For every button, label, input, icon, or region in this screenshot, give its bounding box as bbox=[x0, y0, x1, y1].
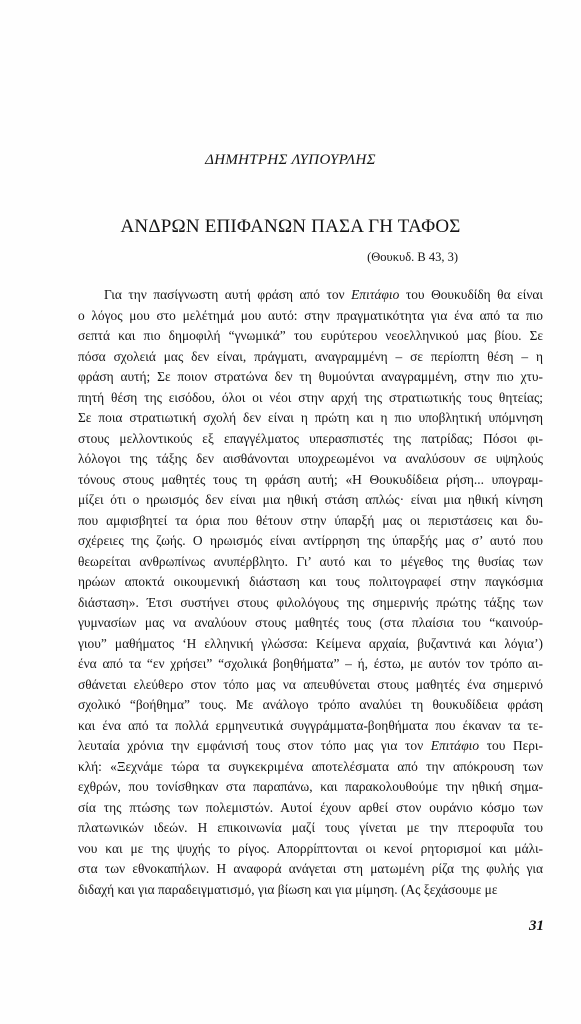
page-number: 31 bbox=[529, 918, 544, 934]
body-line: και ένα από τα πολλά ερμηνευτικά συγγράμματα-βοηθήματα που έκαναν τα τε- bbox=[78, 717, 543, 733]
body-line: σθάνεται ελεύθερο στον τόπο μας να απευθύνεται στους μαθητές ένα σημερινό bbox=[78, 676, 543, 692]
body-line: θεωρείται ανθρωπίνως ανυπέρβλητο. Γι’ αυτό και το μέγεθος της θυσίας των bbox=[78, 553, 543, 569]
body-line: που αμφισβητεί τα όρια που θέτουν στην ύπαρξή μας οι περιστάσεις και δυ- bbox=[78, 512, 543, 528]
body-line: νου και με της ψυχής το ρίγος. Απορρίπτονται οι κενοί ρητορισμοί και μάλι- bbox=[78, 840, 543, 856]
body-line: εχθρών, που τονίσθηκαν στα παραπάνω, και παρακολουθούμε την ηθική σημα- bbox=[78, 779, 543, 794]
body-line: γυμνασίων μας να αναλύουν στους μαθητές τους (στα πλαίσια του “καινούρ- bbox=[78, 615, 543, 630]
body-line: Σε ποια στρατιωτική σχολή δεν είναι η πρώτη και η πιο υποβλητική υπόμνηση bbox=[78, 410, 543, 425]
body-line: γιου” μαθήματος ‘Η ελληνική γλώσσα: Κείμενα αρχαία, βυζαντινά και λόγια’) bbox=[78, 635, 543, 651]
body-line: φράση αυτή; Σε ποιον στρατώνα δεν τη θυμούνται αναγραμμένη, στην πιο χτυ- bbox=[78, 369, 543, 384]
body-line: ο λόγος μου στο μελέτημά μου αυτό: στην πραγματικότητα για ένα από τα πιο bbox=[78, 307, 543, 323]
body-line: σχολικό “βοήθημα” τους. Με ανάλογο τρόπο αναλύει τη θουκυδίδεια φράση bbox=[78, 697, 543, 712]
body-line: διδαχή και για παραδειγματισμό, για βίωση και για μίμηση. (Ας ξεχάσουμε με bbox=[78, 881, 498, 897]
body-line: ένα από τα “εν χρήσει” “σχολικά βοηθήματα” – ή, έστω, με αυτόν τον τρόπο αι- bbox=[78, 656, 543, 671]
body-line: διάσταση». Έτσι συστήνει στους φιλολόγους της σημερινής πρώτης τάξης των bbox=[78, 594, 543, 610]
body-line: λευταία χρόνια την εμφάνισή τους στον τόπο μας για τον Επιτάφιο του Περι- bbox=[78, 738, 543, 753]
body-line: πλατωνικών ιδεών. Η επικοινωνία μαζί τους γίνεται με την πτεροφυΐα του bbox=[78, 820, 543, 835]
body-text bbox=[78, 285, 543, 900]
body-line: κλή: «Ξεχνάμε τώρα τα συγκεκριμένα αποτελέσματα από την απόκρουση των bbox=[78, 758, 543, 774]
body-line: Για την πασίγνωστη αυτή φράση από τον Επιτάφιο του Θουκυδίδη θα είναι bbox=[104, 287, 543, 302]
body-line: λόλογοι της τάξης δεν αισθάνονται υποχρεωμένοι να αναλύσουν σε υψηλούς bbox=[78, 451, 543, 466]
body-line: μίζει ότι ο ηρωισμός δεν είναι μια ηθική στάση απλώς· είναι μια ηθική κίνηση bbox=[78, 492, 543, 507]
body-line: πητή θέση της εισόδου, όλοι οι νέοι στην αρχή της στρατιωτικής τους θητείας; bbox=[78, 389, 543, 405]
source-citation: (Θουκυδ. Β 43, 3) bbox=[367, 250, 458, 264]
body-line: σχέρειες της ζωής. Ο ηρωισμός είναι αντίρρηση της ύπαρξής μας σ’ αυτό που bbox=[78, 533, 543, 548]
body-line: στους μελλοντικούς εξ επαγγέλματος υπερασπιστές της πατρίδας; Πόσοι φι- bbox=[78, 430, 543, 446]
body-line: πόσα σχολειά μας δεν είναι, πράγματι, αναγραμμένη – σε περίοπτη θέση – η bbox=[78, 348, 543, 364]
body-line: στα των εθνοκαπήλων. Η αναφορά ανάγεται στη ματωμένη ρίζα της φυλής για bbox=[78, 861, 543, 876]
body-line: ηρώων αποκτά οικουμενική διάσταση και τους πολιτογραφεί στην παγκόσμια bbox=[78, 574, 543, 589]
author-name: ΔΗΜΗΤΡΗΣ ΛΥΠΟΥΡΛΗΣ bbox=[205, 152, 376, 168]
essay-title: ΑΝΔΡΩΝ ΕΠΙΦΑΝΩΝ ΠΑΣΑ ΓΗ ΤΑΦΟΣ bbox=[120, 216, 461, 237]
body-line: τόνους στους μαθητές τους τη φράση αυτή; «Η Θουκυδίδεια ρήση... υπογραμ- bbox=[78, 471, 543, 487]
body-line: σία της πτώσης των πολεμιστών. Αυτοί έχουν αρθεί στον ουράνιο κόσμο των bbox=[78, 799, 543, 815]
body-line: σεπτά και πιο δημοφιλή “γνωμικά” του ευρύτερου νεοελληνικού μας βίου. Σε bbox=[78, 328, 543, 343]
